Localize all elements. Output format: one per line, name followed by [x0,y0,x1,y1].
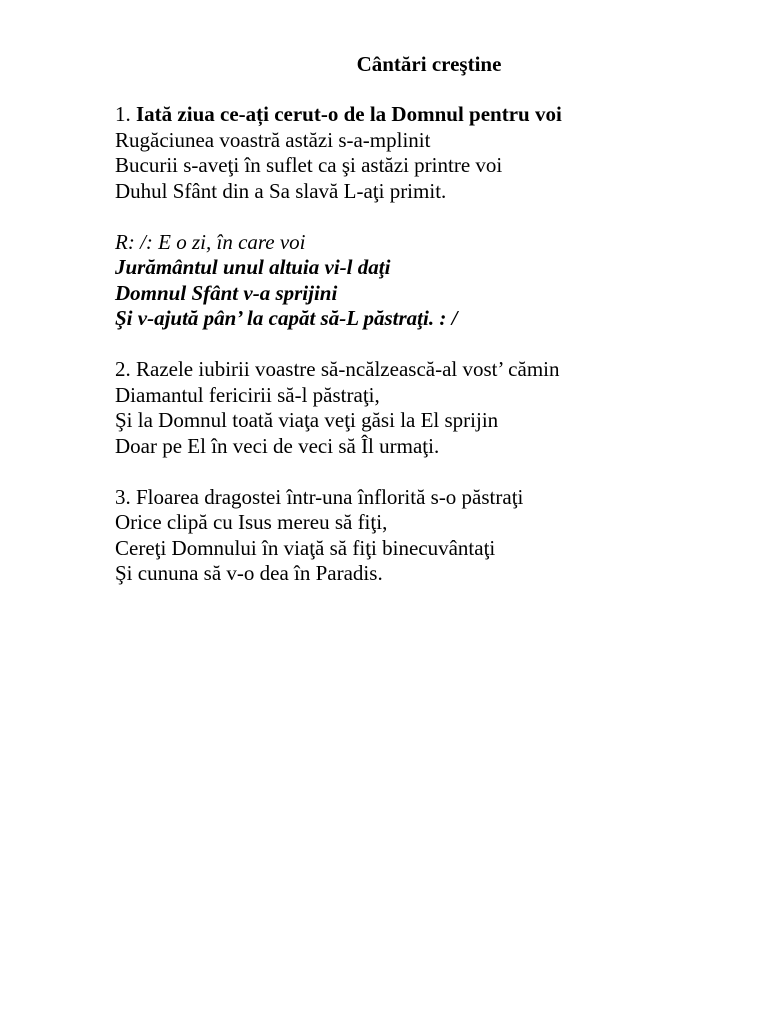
verse-1-number: 1. [115,102,136,126]
refrain-line-3: Domnul Sfânt v-a sprijini [115,280,338,305]
lyrics-body [115,102,735,612]
verse-1-line-3: Duhul Sfânt din a Sa slavă L-aţi primit. [115,178,447,203]
refrain-line-4: Şi v-ajută pân’ la capăt să-L păstraţi. : / [115,306,458,330]
verse-1-heading: Iată ziua ce-ați cerut-o de la Domnul pentru voi [136,102,562,126]
verse-1-line-1: Rugăciunea voastră astăzi s-a-mplinit [115,127,431,152]
page-title: Cântări creştine [356,52,502,76]
refrain-line-2: Jurământul unul altuia vi-l daţi [115,255,391,279]
verse-3-line-1: 3. Floarea dragostei într-una înflorită s-o păstraţi [115,484,524,509]
verse-2-line-4: Doar pe El în veci de veci să Îl urmaţi. [115,433,440,458]
verse-2-line-2: Diamantul fericirii să-l păstraţi, [115,382,380,407]
verse-2 [115,357,735,459]
verse-1 [115,102,735,204]
verse-3-line-3: Cereţi Domnului în viaţă să fiţi binecuvântaţi [115,535,496,560]
verse-3 [115,485,735,587]
verse-2-line-1: 2. Razele iubirii voastre să-ncălzească-al vost’ cămin [115,357,560,381]
verse-1-heading-line [115,102,735,128]
verse-3-line-4: Şi cununa să v-o dea în Paradis. [115,561,383,585]
verse-3-line-2: Orice clipă cu Isus mereu să fiţi, [115,510,388,534]
refrain-line-1: R: /: E o zi, în care voi [115,229,306,254]
verse-2-line-3: Şi la Domnul toată viaţa veţi găsi la El sprijin [115,408,499,432]
verse-1-line-2: Bucurii s-aveţi în suflet ca şi astăzi printre voi [115,153,503,177]
refrain [115,230,735,332]
